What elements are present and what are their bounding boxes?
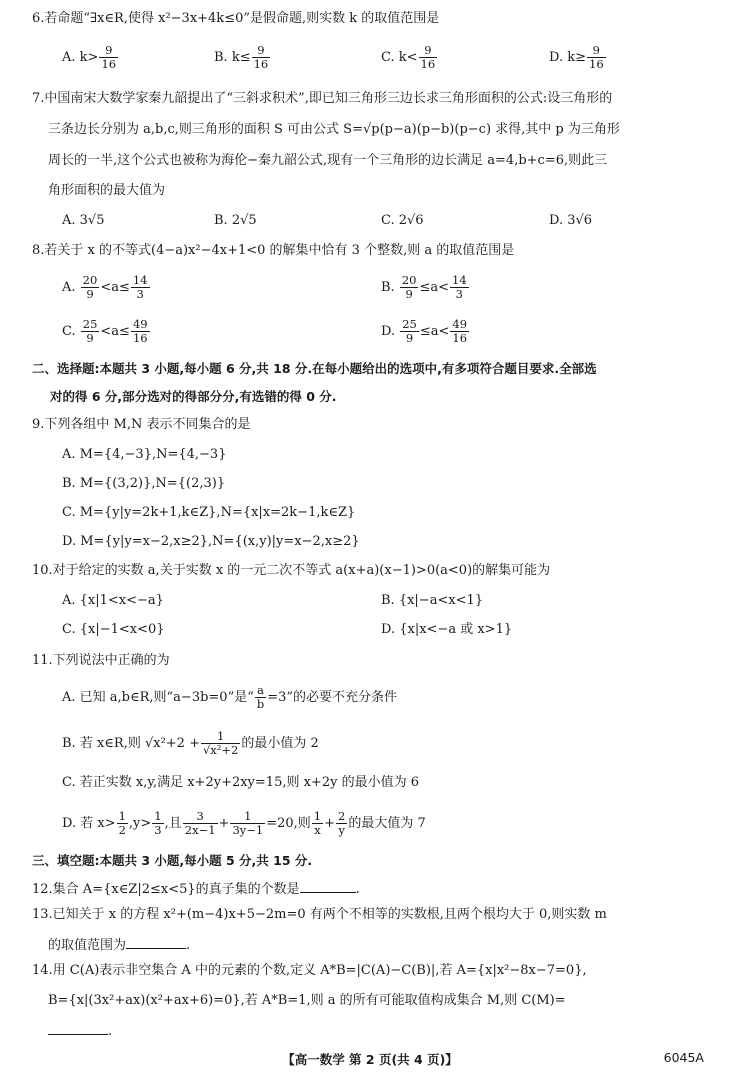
option-text: =3”的必要不充分条件 bbox=[267, 690, 398, 705]
q7-option-d: D. 3√6 bbox=[549, 213, 593, 228]
fraction bbox=[131, 274, 150, 301]
q14-line-3 bbox=[48, 1020, 112, 1041]
q8-option-d bbox=[381, 318, 470, 345]
fraction-numerator: a bbox=[255, 684, 266, 698]
q13-text-end: . bbox=[186, 938, 191, 953]
q7-line-1: 7.中国南宋大数学家秦九韶提出了“三斜求积术”,即已知三角形三边长求三角形面积的公式:设三角形的 bbox=[32, 91, 613, 106]
option-text: 的最小值为 2 bbox=[241, 736, 319, 751]
fraction-denominator: y bbox=[338, 823, 345, 837]
fraction-numerator: 25 bbox=[402, 317, 417, 331]
option-text: B. 若 x∈R,则 √x²+2 + bbox=[62, 736, 200, 751]
fraction-numerator: 3 bbox=[183, 810, 218, 824]
fraction bbox=[312, 810, 323, 837]
q14-answer-blank[interactable] bbox=[48, 1020, 108, 1035]
section-2-heading: 二、选择题:本题共 3 小题,每小题 6 分,共 18 分.在每小题给出的选项中,有多项符合题目要求.全部选 bbox=[32, 361, 597, 376]
q10-option-c: C. {x|−1<x<0} bbox=[62, 622, 165, 637]
q6-option-d bbox=[549, 44, 607, 71]
option-text: D. 若 x> bbox=[62, 816, 116, 831]
option-text: ≤a< bbox=[419, 280, 450, 295]
option-label: A. bbox=[62, 280, 76, 295]
q7-option-b: B. 2√5 bbox=[214, 213, 257, 228]
fraction bbox=[255, 684, 266, 711]
q8-stem: 8.若关于 x 的不等式(4−a)x²−4x+1<0 的解集中恰有 3 个整数,则 a 的取值范围是 bbox=[32, 243, 515, 258]
option-text: A. 已知 a,b∈R,则“a−3b=0”是“ bbox=[62, 690, 254, 705]
q12-text-end: . bbox=[355, 882, 360, 897]
q11-stem: 11.下列说法中正确的为 bbox=[32, 653, 170, 668]
fraction-numerator: 9 bbox=[587, 44, 606, 58]
q7-option-c: C. 2√6 bbox=[381, 213, 424, 228]
fraction bbox=[400, 274, 419, 301]
option-text: =20,则 bbox=[266, 816, 311, 831]
fraction-numerator: 1 bbox=[313, 809, 322, 823]
fraction bbox=[152, 810, 163, 837]
option-text: <a≤ bbox=[100, 324, 130, 339]
option-label: D. bbox=[381, 324, 396, 339]
q11-option-c: C. 若正实数 x,y,满足 x+2y+2xy=15,则 x+2y 的最小值为 6 bbox=[62, 775, 419, 790]
fraction-denominator: 3 bbox=[154, 823, 162, 837]
page-footer: 【高一数学 第 2 页(共 4 页)】 bbox=[282, 1052, 458, 1067]
fraction-numerator: 1 bbox=[154, 809, 162, 823]
q6-option-b bbox=[214, 44, 271, 71]
fraction-denominator: 2x−1 bbox=[184, 823, 216, 837]
option-label: C. bbox=[62, 324, 76, 339]
fraction bbox=[450, 318, 469, 345]
q11-option-d bbox=[62, 810, 426, 837]
fraction-denominator: 9 bbox=[86, 287, 94, 301]
fraction bbox=[183, 810, 218, 837]
q6-option-d-text: D. k≥ bbox=[549, 50, 586, 65]
fraction bbox=[587, 44, 606, 71]
option-text: ,y> bbox=[128, 816, 152, 831]
q6-option-a bbox=[62, 44, 119, 71]
fraction bbox=[419, 44, 438, 71]
q6-option-c-text: C. k< bbox=[381, 50, 418, 65]
fraction-denominator: 3 bbox=[136, 287, 144, 301]
option-text: + bbox=[324, 816, 336, 831]
fraction-denominator: 3y−1 bbox=[232, 823, 264, 837]
fraction bbox=[252, 44, 271, 71]
fraction-numerator: 20 bbox=[401, 273, 417, 287]
q13-answer-blank[interactable] bbox=[126, 934, 186, 949]
q9-option-d: D. M={y|y=x−2,x≥2},N={(x,y)|y=x−2,x≥2} bbox=[62, 534, 360, 549]
option-text: ≤a< bbox=[419, 324, 450, 339]
fraction bbox=[230, 810, 265, 837]
fraction-denominator: 16 bbox=[253, 57, 269, 71]
option-label: B. bbox=[381, 280, 395, 295]
q10-option-b: B. {x|−a<x<1} bbox=[381, 593, 484, 608]
option-text: 的最大值为 7 bbox=[348, 816, 426, 831]
option-text: ,且 bbox=[164, 816, 182, 831]
fraction-denominator: 16 bbox=[101, 57, 117, 71]
q14-line-1: 14.用 C(A)表示非空集合 A 中的元素的个数,定义 A*B=|C(A)−C(B)|,若 A={x|x²−8x−7=0}, bbox=[32, 963, 587, 978]
option-text: <a≤ bbox=[100, 280, 130, 295]
q12-text: 12.集合 A={x∈Z|2≤x<5}的真子集的个数是 bbox=[32, 882, 300, 897]
fraction-denominator: 9 bbox=[405, 287, 413, 301]
option-text: + bbox=[218, 816, 230, 831]
q11-option-a bbox=[62, 684, 397, 711]
section-2-heading-cont: 对的得 6 分,部分选对的得部分分,有选错的得 0 分. bbox=[50, 389, 337, 404]
q14-text-end: . bbox=[108, 1024, 113, 1039]
q13-line-1: 13.已知关于 x 的方程 x²+(m−4)x+5−2m=0 有两个不相等的实数根,且两个根均大于 0,则实数 m bbox=[32, 907, 607, 922]
fraction bbox=[400, 318, 419, 345]
fraction-numerator: 49 bbox=[452, 317, 468, 331]
fraction-denominator: x bbox=[314, 823, 321, 837]
fraction-numerator: 9 bbox=[99, 44, 118, 58]
fraction bbox=[81, 274, 100, 301]
q12-answer-blank[interactable] bbox=[300, 878, 356, 893]
q10-option-a: A. {x|1<x<−a} bbox=[62, 593, 164, 608]
fraction bbox=[201, 730, 240, 757]
fraction-numerator: 1 bbox=[201, 730, 240, 744]
fraction-numerator: 49 bbox=[132, 317, 148, 331]
fraction-denominator: 16 bbox=[589, 57, 604, 71]
q9-option-a: A. M={4,−3},N={4,−3} bbox=[62, 447, 227, 462]
q7-option-a: A. 3√5 bbox=[62, 213, 105, 228]
fraction-numerator: 20 bbox=[82, 273, 98, 287]
q10-option-d: D. {x|x<−a 或 x>1} bbox=[381, 622, 513, 637]
q7-line-2: 三条边长分别为 a,b,c,则三角形的面积 S 可由公式 S=√p(p−a)(p−b)(p−c) 求得,其中 p 为三角形 bbox=[48, 122, 620, 137]
fraction-numerator: 9 bbox=[419, 44, 438, 58]
q7-line-3: 周长的一半,这个公式也被称为海伦−秦九韶公式,现有一个三角形的边长满足 a=4,b+c=6,则此三 bbox=[48, 153, 608, 168]
q6-stem: 6.若命题“∃x∈R,使得 x²−3x+4k≤0”是假命题,则实数 k 的取值范围是 bbox=[32, 11, 440, 26]
fraction bbox=[131, 318, 150, 345]
fraction bbox=[117, 810, 128, 837]
fraction-numerator: 1 bbox=[230, 810, 265, 824]
q8-option-a bbox=[62, 274, 151, 301]
fraction-denominator: 2 bbox=[118, 823, 126, 837]
q14-line-2: B={x|(3x²+ax)(x²+ax+6)=0},若 A*B=1,则 a 的所有可能取值构成集合 M,则 C(M)= bbox=[48, 993, 566, 1008]
fraction-numerator: 2 bbox=[338, 809, 346, 823]
fraction bbox=[81, 318, 100, 345]
fraction-numerator: 25 bbox=[82, 317, 98, 331]
fraction-numerator: 14 bbox=[452, 273, 467, 287]
q6-option-b-text: B. k≤ bbox=[214, 50, 251, 65]
q11-option-b bbox=[62, 730, 319, 757]
q8-option-b bbox=[381, 274, 470, 301]
q9-stem: 9.下列各组中 M,N 表示不同集合的是 bbox=[32, 417, 251, 432]
q12-stem bbox=[32, 878, 360, 899]
fraction-denominator: 3 bbox=[455, 287, 463, 301]
fraction-numerator: 1 bbox=[118, 809, 126, 823]
fraction bbox=[336, 810, 347, 837]
q9-option-b: B. M={(3,2)},N={(2,3)} bbox=[62, 476, 226, 491]
fraction-denominator: √x²+2 bbox=[202, 743, 239, 757]
q8-option-c bbox=[62, 318, 151, 345]
q6-option-c bbox=[381, 44, 438, 71]
fraction-numerator: 9 bbox=[252, 44, 271, 58]
paper-code: 6045A bbox=[663, 1050, 704, 1065]
q13-text: 的取值范围为 bbox=[48, 938, 127, 953]
fraction-numerator: 14 bbox=[132, 273, 148, 287]
q10-stem: 10.对于给定的实数 a,关于实数 x 的一元二次不等式 a(x+a)(x−1)>0(a<0)的解集可能为 bbox=[32, 563, 551, 578]
q6-option-a-text: A. k> bbox=[62, 50, 99, 65]
fraction-denominator: 16 bbox=[132, 331, 148, 345]
fraction-denominator: b bbox=[256, 697, 265, 711]
fraction bbox=[99, 44, 118, 71]
q9-option-c: C. M={y|y=2k+1,k∈Z},N={x|x=2k−1,k∈Z} bbox=[62, 505, 356, 520]
q7-line-4: 角形面积的最大值为 bbox=[48, 183, 166, 198]
fraction-denominator: 16 bbox=[452, 331, 468, 345]
q13-line-2 bbox=[48, 934, 190, 955]
fraction-denominator: 9 bbox=[405, 331, 414, 345]
fraction-denominator: 9 bbox=[86, 331, 94, 345]
fraction-denominator: 16 bbox=[420, 57, 436, 71]
fraction bbox=[450, 274, 469, 301]
section-3-heading: 三、填空题:本题共 3 小题,每小题 5 分,共 15 分. bbox=[32, 853, 313, 868]
